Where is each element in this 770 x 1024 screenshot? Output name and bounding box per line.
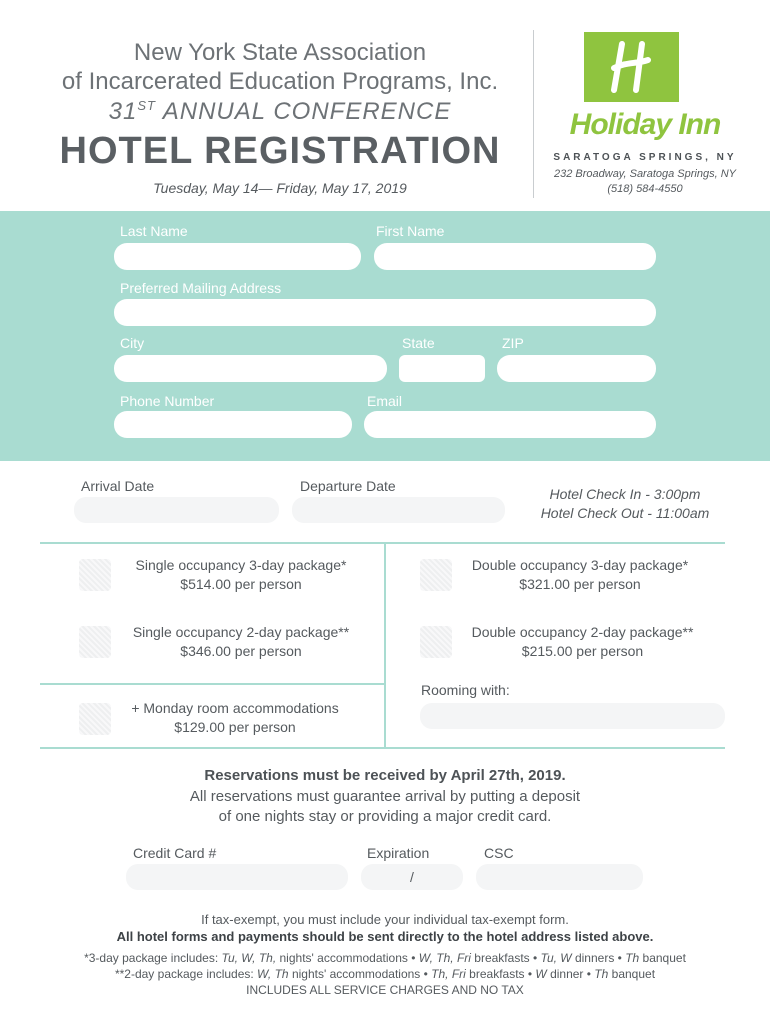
- package-center-line: [384, 542, 386, 748]
- single-3day-checkbox[interactable]: [79, 559, 111, 591]
- expiration-separator: /: [410, 869, 414, 885]
- email-input[interactable]: [364, 411, 656, 438]
- last-name-input[interactable]: [114, 243, 361, 270]
- departure-date-label: Departure Date: [300, 478, 396, 494]
- first-name-input[interactable]: [374, 243, 656, 270]
- h-mark-icon: [584, 32, 679, 102]
- address-label: Preferred Mailing Address: [120, 280, 282, 296]
- page-title: HOTEL REGISTRATION: [59, 130, 501, 172]
- phone-input[interactable]: [114, 411, 352, 438]
- org-name-line2: of Incarcerated Education Programs, Inc.: [61, 68, 499, 95]
- state-input[interactable]: [399, 355, 485, 382]
- header-divider: [533, 30, 534, 198]
- double-3day-checkbox[interactable]: [420, 559, 452, 591]
- service-charges-note: INCLUDES ALL SERVICE CHARGES AND NO TAX: [246, 983, 524, 997]
- expiration-input[interactable]: [361, 864, 463, 890]
- double-2day-package: Double occupancy 2-day package** $215.00 per person: [471, 624, 694, 659]
- tax-exempt-note: If tax-exempt, you must include your individual tax-exempt form.: [201, 912, 569, 927]
- single-2day-package: Single occupancy 2-day package** $346.00 per person: [132, 624, 350, 659]
- csc-input[interactable]: [476, 864, 643, 890]
- first-name-label: First Name: [376, 223, 445, 239]
- rooming-with-label: Rooming with:: [421, 682, 510, 698]
- departure-date-input[interactable]: [292, 497, 505, 523]
- conference-dates: Tuesday, May 14— Friday, May 17, 2019: [153, 180, 407, 196]
- pkg2-includes: **2-day package includes: W, Th nights' accommodations • Th, Fri breakfasts • W dinner • Th banquet: [114, 967, 656, 981]
- reservation-deadline: Reservations must be received by April 27th, 2019.: [204, 767, 566, 784]
- check-in-time: Hotel Check In - 3:00pm: [549, 486, 701, 502]
- last-name-label: Last Name: [120, 223, 188, 239]
- city-label: City: [120, 335, 145, 351]
- phone-label: Phone Number: [120, 393, 215, 409]
- zip-input[interactable]: [497, 355, 656, 382]
- org-name-line1: New York State Association: [133, 39, 427, 66]
- expiration-label: Expiration: [367, 845, 430, 861]
- arrival-date-label: Arrival Date: [81, 478, 155, 494]
- reservation-line3: of one nights stay or providing a major credit card.: [218, 808, 552, 825]
- check-out-time: Hotel Check Out - 11:00am: [540, 505, 710, 521]
- hotel-logo-text: Holiday Inn: [569, 108, 721, 141]
- hotel-address: 232 Broadway, Saratoga Springs, NY: [553, 168, 736, 180]
- package-top-line: [40, 542, 725, 544]
- address-input[interactable]: [114, 299, 656, 326]
- zip-label: ZIP: [502, 335, 524, 351]
- single-2day-checkbox[interactable]: [79, 626, 111, 658]
- rooming-with-input[interactable]: [420, 703, 725, 729]
- double-2day-checkbox[interactable]: [420, 626, 452, 658]
- arrival-date-input[interactable]: [74, 497, 279, 523]
- package-bottom-line: [40, 747, 725, 749]
- holiday-inn-logo-icon: [584, 32, 679, 102]
- conference-title: 31ST ANNUAL CONFERENCE: [108, 98, 452, 125]
- credit-card-label: Credit Card #: [133, 845, 217, 861]
- hotel-location: SARATOGA SPRINGS, NY: [553, 152, 737, 163]
- double-3day-package: Double occupancy 3-day package* $321.00 per person: [471, 557, 689, 592]
- email-label: Email: [367, 393, 403, 409]
- monday-package: + Monday room accommodations $129.00 per person: [131, 700, 339, 735]
- package-mid-line: [40, 683, 385, 685]
- send-note: All hotel forms and payments should be sent directly to the hotel address listed above.: [116, 929, 654, 944]
- csc-label: CSC: [484, 845, 514, 861]
- pkg3-includes: *3-day package includes: Tu, W, Th, nights' accommodations • W, Th, Fri breakfasts • Tu, W dinners • Th banquet: [84, 951, 686, 965]
- single-3day-package: Single occupancy 3-day package* $514.00 per person: [135, 557, 347, 592]
- hotel-phone: (518) 584-4550: [607, 183, 683, 195]
- monday-checkbox[interactable]: [79, 703, 111, 735]
- city-input[interactable]: [114, 355, 387, 382]
- credit-card-input[interactable]: [126, 864, 348, 890]
- state-label: State: [402, 335, 435, 351]
- reservation-line2: All reservations must guarantee arrival by putting a deposit: [189, 788, 581, 805]
